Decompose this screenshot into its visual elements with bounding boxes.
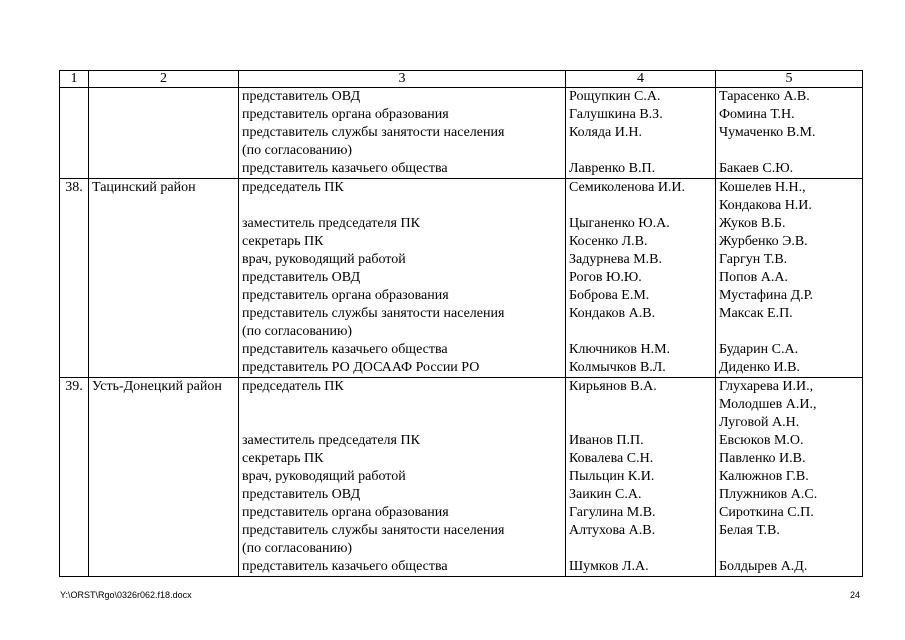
reserve-line: Белая Т.В. [719, 523, 780, 538]
district-name: Усть-Донецкий район [89, 378, 239, 577]
reserves-cell [716, 88, 863, 179]
role-line [242, 396, 562, 414]
member-line [569, 323, 712, 341]
column-number: 4 [566, 71, 716, 88]
reserve-line: Евсюков М.О. [719, 433, 804, 448]
reserve-line: Калюжнов Г.В. [719, 469, 809, 484]
member-line: Колмычков В.Л. [569, 360, 666, 375]
reserve-line: Бударин С.А. [719, 342, 799, 357]
reserve-line [719, 142, 859, 160]
table-row [60, 88, 863, 179]
member-line: Кондаков А.В. [569, 306, 656, 321]
role-line: заместитель председателя ПК [242, 433, 420, 448]
member-line [569, 396, 712, 414]
member-line: Семиколенова И.И. [569, 180, 686, 195]
role-line: врач, руководящий работой [242, 252, 406, 267]
members-cell [566, 378, 716, 577]
commission-table [59, 70, 863, 577]
reserve-line: Луговой А.Н. [719, 415, 800, 430]
role-line [242, 414, 562, 432]
reserves-cell [716, 179, 863, 378]
reserve-line: Чумаченко В.М. [719, 125, 816, 140]
role-line: представитель казачьего общества [242, 161, 448, 176]
member-line [569, 414, 712, 432]
district-name [89, 88, 239, 179]
member-line: Заикин С.А. [569, 487, 642, 502]
reserve-line: Жуков В.Б. [719, 216, 786, 231]
role-line: представитель РО ДОСААФ России РО [242, 360, 480, 375]
member-line: Галушкина В.З. [569, 107, 663, 122]
member-line: Коляда И.Н. [569, 125, 642, 140]
table-row [60, 179, 863, 378]
reserve-line [719, 540, 859, 558]
roles-cell [239, 88, 566, 179]
role-line: заместитель председателя ПК [242, 216, 420, 231]
reserve-line: Болдырев А.Д. [719, 559, 808, 574]
role-line: (по согласованию) [242, 324, 353, 339]
role-line: представитель органа образования [242, 505, 449, 520]
table-row [60, 378, 863, 577]
role-line: секретарь ПК [242, 451, 324, 466]
roles-cell [239, 378, 566, 577]
column-number: 3 [239, 71, 566, 88]
reserves-cell [716, 378, 863, 577]
role-line: представитель казачьего общества [242, 342, 448, 357]
row-number: 39. [60, 378, 89, 577]
reserve-line: Журбенко Э.В. [719, 234, 808, 249]
role-line: представитель казачьего общества [242, 559, 448, 574]
reserve-line: Кошелев Н.Н., [719, 180, 806, 195]
row-number: 38. [60, 179, 89, 378]
reserve-line: Гаргун Т.В. [719, 252, 788, 267]
role-line: представитель ОВД [242, 89, 361, 104]
role-line: представитель органа образования [242, 288, 449, 303]
reserve-line: Максак Е.П. [719, 306, 793, 321]
reserve-line: Мустафина Д.Р. [719, 288, 814, 303]
member-line: Лавренко В.П. [569, 161, 656, 176]
member-line: Цыганенко Ю.А. [569, 216, 670, 231]
role-line: представитель ОВД [242, 270, 361, 285]
column-number: 1 [60, 71, 89, 88]
role-line: представитель службы занятости населения [242, 306, 505, 321]
reserve-line: Павленко И.В. [719, 451, 806, 466]
table-body [60, 88, 863, 577]
role-line: врач, руководящий работой [242, 469, 406, 484]
member-line [569, 142, 712, 160]
member-line: Задурнева М.В. [569, 252, 662, 267]
role-line: представитель службы занятости населения [242, 523, 505, 538]
role-line: секретарь ПК [242, 234, 324, 249]
member-line: Рогов Ю.Ю. [569, 270, 642, 285]
role-line: (по согласованию) [242, 541, 353, 556]
reserve-line: Сироткина С.П. [719, 505, 814, 520]
member-line: Боброва Е.М. [569, 288, 650, 303]
member-line: Шумков Л.А. [569, 559, 649, 574]
member-line: Ковалева С.Н. [569, 451, 654, 466]
reserve-line: Молодшев А.И., [719, 397, 817, 412]
members-cell [566, 179, 716, 378]
member-line: Кирьянов В.А. [569, 379, 657, 394]
reserve-line: Тарасенко А.В. [719, 89, 810, 104]
column-number-row [60, 71, 863, 88]
reserve-line: Бакаев С.Ю. [719, 161, 794, 176]
member-line [569, 540, 712, 558]
member-line: Рощупкин С.А. [569, 89, 661, 104]
reserve-line: Диденко И.В. [719, 360, 800, 375]
member-line: Косенко Л.В. [569, 234, 648, 249]
member-line: Пыльцин К.И. [569, 469, 655, 484]
role-line: председатель ПК [242, 180, 344, 195]
role-line: (по согласованию) [242, 143, 353, 158]
reserve-line: Плужников А.С. [719, 487, 818, 502]
reserve-line: Попов А.А. [719, 270, 788, 285]
file-path: Y:\ORST\Rgo\0326r062.f18.docx [60, 590, 192, 600]
member-line: Гагулина М.В. [569, 505, 656, 520]
role-line: представитель службы занятости населения [242, 125, 505, 140]
reserve-line: Глухарева И.И., [719, 379, 814, 394]
member-line: Ключников Н.М. [569, 342, 671, 357]
reserve-line: Кондакова Н.И. [719, 198, 812, 213]
row-number [60, 88, 89, 179]
column-number: 2 [89, 71, 239, 88]
role-line: председатель ПК [242, 379, 344, 394]
role-line: представитель ОВД [242, 487, 361, 502]
column-number: 5 [716, 71, 863, 88]
reserve-line [719, 323, 859, 341]
reserve-line: Фомина Т.Н. [719, 107, 795, 122]
members-cell [566, 88, 716, 179]
member-line: Алтухова А.В. [569, 523, 656, 538]
district-name: Тацинский район [89, 179, 239, 378]
roles-cell [239, 179, 566, 378]
role-line: представитель органа образования [242, 107, 449, 122]
page-number: 24 [849, 590, 860, 600]
member-line: Иванов П.П. [569, 433, 644, 448]
role-line [242, 197, 562, 215]
member-line [569, 197, 712, 215]
